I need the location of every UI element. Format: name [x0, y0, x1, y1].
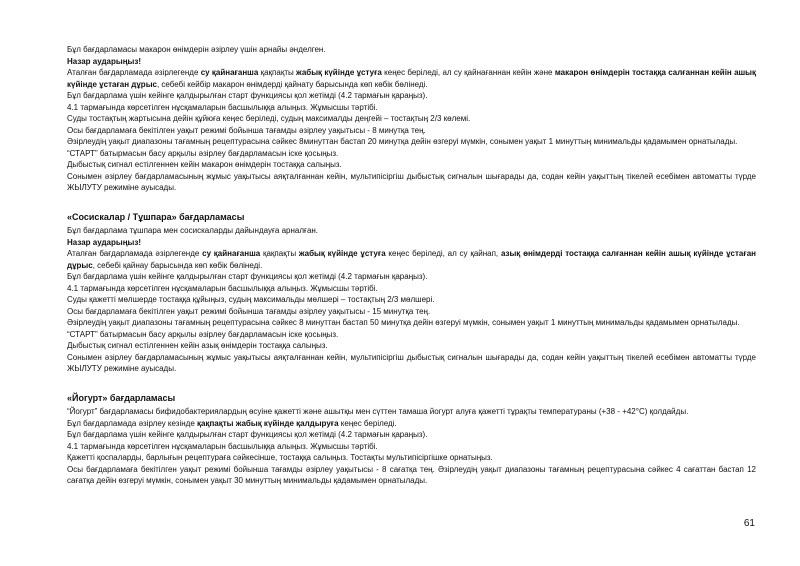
page-number: 61: [743, 518, 755, 529]
section1-line: Сонымен әзірлеу бағдарламасының жұмыс уақытысы аяқталғаннан кейін, мультипісіргіш дыбыстық сигналын шығарады да, содан кейін уақыттың тікелей есебімен автоматты түрде ЖЫЛУТУ режиміне ауысады.: [67, 171, 756, 192]
section1-line: Дыбыстық сигнал естілгеннен кейін макарон өнімдерін тостаққа салыңыз.: [67, 160, 342, 169]
section1-intro: Бұл бағдарламасы макарон өнімдерін әзірлеу үшін арнайы әнделген.: [67, 45, 326, 54]
section2-intro: Бұл бағдарлама тұшпара мен сосискаларды дайындауға арналған.: [67, 226, 319, 235]
section1-line: “СТАРТ” батырмасын басу арқылы әзірлеу бағдарламасын іске қосыңыз.: [67, 148, 339, 158]
section2-title: «Сосискалар / Тұшпара» бағдарламасы: [67, 211, 245, 222]
section1-line: Суды тостақтың жартысына дейін құйюға кеңес беріледі, судың максималды деңгейі – тостақтың 2/3 көлемі.: [67, 114, 471, 123]
section3-line: Осы бағдарламаға бекітілген уақыт режимі бойынша тағамды әзірлеу уақытысы - 8 сағатқа тең. Әзірлеудің уақыт диапазоны тағамның рецептурасына сәйкес 4 сағаттан бастап 12 сағатқа дейін өзгеруі мүмкін, сонымен уақыт 30 минуттың минимальды қадамымен орнатылады.: [67, 464, 756, 485]
section2-warning: Аталған бағдарламада әзірлегенде су қайнағанша қақпақты жабық күйінде ұстуға кеңес беріледі, ал су қайнап, азық өнімдерді тостаққа салғаннан кейін ашық күйінде ұстаған дұрыс, себебі қайнау барысында көп көбік бөлінеді.: [67, 249, 756, 270]
section2-line: Сонымен әзірлеу бағдарламасының жұмыс уақытысы аяқталғаннан кейін, мультипісіргіш дыбыстық сигналын шығарады да, содан кейін уақыттың тікелей есебімен автоматты түрде ЖЫЛУТУ режиміне ауысады.: [67, 352, 756, 373]
section2-line: 4.1 тармағында көрсетілген нұсқамаларын басшылыққа алыңыз. Жұмысшы тәртібі.: [67, 283, 378, 293]
section3-intro: “Йогурт” бағдарламасы бифидобактериялардың өсуіне қажетті және ашытқы мен сүттен тамаша йогурт алуға қажетті тұрақты температураны (+38 - +42°С) қолдайды.: [67, 407, 689, 416]
section3-line: Қажетті қоспаларды, барлығын рецептураға сәйкесінше, тостаққа салыңыз. Тостақты мультипісіргішке орнатыңыз.: [67, 453, 493, 462]
section2-line: Әзірлеудің уақыт диапазоны тағамның рецептурасына сәйкес 8 минуттан бастап 50 минутқа дейін өзгеруі мүмкін, сонымен уақыт 1 минуттың минимальды қадамымен орнатылады.: [67, 318, 740, 327]
section2-line: Бұл бағдарлама үшін кейінге қалдырылған старт функциясы қол жетімді (4.2 тармағын қараңыз).: [67, 272, 428, 281]
section3-line: Бұл бағдарлама үшін кейінге қалдырылған старт функциясы қол жетімді (4.2 тармағын қараңыз).: [67, 430, 428, 439]
section1-attention: Назар аударыңыз!: [67, 56, 142, 66]
section2-line: “СТАРТ” батырмасын басу арқылы әзірлеу бағдарламасын іске қосыңыз.: [67, 329, 339, 339]
section1-warning: Аталған бағдарламада әзірлегенде су қайнағанша қақпақты жабық күйінде ұстуға кеңес беріледі, ал су қайнағаннан кейін және макарон өнімдерін тостаққа салғаннан кейін ашық күйінде ұстаған дұрыс, себебі кейбір макарон өнімдерді қайнату барысында көп көбік бөлінеді.: [67, 68, 757, 89]
page-content: [67, 44, 756, 487]
section1-line: 4.1 тармағында көрсетілген нұсқамаларын басшылыққа алыңыз. Жұмысшы тәртібі.: [67, 102, 378, 112]
section2-line: Суды қажетті мөлшерде тостаққа құйыңыз, судың максимальды мөлшері – тостақтың 2/3 мөлшері.: [67, 295, 435, 304]
section1-line: Әзірлеудің уақыт диапазоны тағамның рецептурасына сәйкес 8минуттан бастап 20 минутқа дейін өзгеруі мүмкін, сонымен уақыт 1 минуттың минимальды қадамымен орнатылады.: [67, 137, 738, 146]
section3-warning: Бұл бағдарламада әзірлеу кезінде қақпақты жабық күйінде қалдыруға кеңес беріледі.: [67, 418, 397, 428]
section3-line: 4.1 тармағында көрсетілген нұсқамаларын басшылыққа алыңыз. Жұмысшы тәртібі.: [67, 441, 378, 451]
section2-attention: Назар аударыңыз!: [67, 237, 142, 247]
section2-line: Дыбыстық сигнал естілгеннен кейін азық өнімдерін тостаққа салыңыз.: [67, 341, 328, 350]
section3-title: «Йогурт» бағдарламасы: [67, 392, 176, 403]
section2-line: Осы бағдарламаға бекітілген уақыт режимі бойынша тағамды әзірлеу уақытысы - 15 минутқа тең.: [67, 306, 431, 316]
section1-line: Осы бағдарламаға бекітілген уақыт режимі бойынша тағамды әзірлеу уақытысы - 8 минутқа тең.: [67, 125, 426, 135]
section1-line: Бұл бағдарлама үшін кейінге қалдырылған старт функциясы қол жетімді (4.2 тармағын қараңыз).: [67, 91, 428, 100]
